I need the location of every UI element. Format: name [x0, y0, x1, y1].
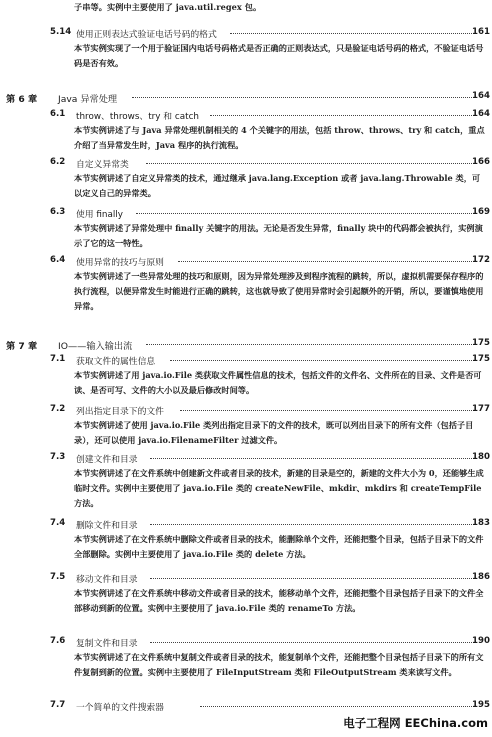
toc-entry[interactable] — [0, 205, 492, 221]
toc-entry[interactable] — [0, 107, 492, 123]
entry-description: 本节实例讲述了在文件系统中复制文件或者目录的技术，能复制单个文件，还能把整个目录包括子目录下的所有文件复制到新的位置。实例中主要使用了 FileInputStream 类和 FileOutputStream 类来读写文件。 — [74, 652, 484, 678]
entry-page: 164 — [472, 109, 490, 119]
toc-entry[interactable] — [0, 634, 492, 650]
entry-description: 本节实例实现了一个用于验证国内电话号码格式是否正确的正则表达式，只是验证电话号码的格式，不验证电话号码是否有效。 — [74, 43, 484, 69]
continuation-line: 子串等。实例中主要使用了 java.util.regex 包。 — [74, 2, 262, 12]
entry-page: 166 — [472, 157, 490, 167]
toc-entry[interactable] — [0, 253, 492, 269]
entry-description: 本节实例讲述了异常处理中 finally 关键字的用法。无论是否发生异常，finally 块中的代码都会被执行，实例演示了它的这一特性。 — [74, 223, 483, 249]
entry-number: 5.14 — [50, 27, 72, 37]
toc-entry[interactable] — [0, 402, 492, 418]
entry-number: 7.4 — [50, 518, 66, 528]
entry-number: 7.3 — [50, 452, 66, 462]
entry-description: 本节实例讲述了在文件系统中创建新文件或者目录的技术，新建的目录是空的，新建的文件大小为 0，还能够生成临时文件。实例中主要使用了 java.io.File 类的 createNewFile、mkdir、mkdirs 和 createTempFile 方法。 — [74, 468, 484, 509]
entry-title: 创建文件和目录 — [76, 455, 138, 465]
toc-entry[interactable] — [0, 698, 492, 714]
entry-description: 本节实例讲述了在文件系统中删除文件或者目录的技术，能删除单个文件，还能把整个目录，包括子目录下的文件全部删除。实例中主要使用了 java.io.File 类的 delete 方法。 — [74, 534, 484, 560]
entry-title: throw、throws、try 和 catch — [76, 112, 199, 122]
chapter-page: 175 — [472, 338, 490, 348]
entry-page: 183 — [472, 518, 490, 528]
dot-leader — [136, 213, 474, 214]
entry-page: 180 — [472, 452, 490, 462]
chapter-heading[interactable] — [0, 89, 492, 105]
entry-page: 190 — [472, 636, 490, 646]
chapter-label: 第 6 章 — [6, 94, 38, 105]
entry-description: 本节实例讲述了一些异常处理的技巧和原则，因为异常处理涉及到程序流程的跳转，所以，虚拟机需要保存程序的执行流程，以便异常发生时能进行正确的跳转，这也就导致了使用异常时会引起额外的开销，所以，要谨慎地使用异常。 — [74, 271, 484, 312]
entry-number: 6.2 — [50, 157, 66, 167]
entry-page: 172 — [472, 255, 490, 265]
dot-leader — [210, 115, 474, 116]
dot-leader — [150, 458, 474, 459]
entry-title: 使用 finally — [76, 210, 123, 220]
dot-leader — [150, 642, 474, 643]
entry-number: 7.7 — [50, 700, 66, 710]
toc-entry[interactable] — [0, 450, 492, 466]
entry-page: 161 — [472, 27, 490, 37]
entry-page: 195 — [472, 700, 490, 710]
toc-entry[interactable] — [0, 352, 492, 368]
chapter-page: 164 — [472, 91, 490, 101]
dot-leader — [200, 706, 474, 707]
entry-page: 175 — [472, 354, 490, 364]
entry-page: 186 — [472, 572, 490, 582]
entry-title: 删除文件和目录 — [76, 521, 138, 531]
dot-leader — [146, 344, 474, 345]
toc-entry[interactable] — [0, 25, 492, 41]
entry-number: 7.5 — [50, 572, 66, 582]
entry-title: 列出指定目录下的文件 — [76, 407, 164, 417]
dot-leader — [178, 261, 474, 262]
entry-number: 6.1 — [50, 109, 66, 119]
dot-leader — [150, 578, 474, 579]
entry-page: 177 — [472, 404, 490, 414]
dot-leader — [132, 97, 474, 98]
dot-leader — [170, 360, 474, 361]
entry-description: 本节实例讲述了在文件系统中移动文件或者目录的技术，能移动单个文件，还能把整个目录包括子目录下的文件全部移动到新的位置。实例中主要使用了 java.io.File 类的 renameTo 方法。 — [74, 588, 484, 614]
entry-description: 本节实例讲述了用 java.io.File 类获取文件属性信息的技术，包括文件的文件名、文件所在的目录、文件是否可读、是否可写、文件的大小以及最后修改时间等。 — [74, 370, 482, 396]
entry-description: 本节实例讲述了自定义异常类的技术，通过继承 java.lang.Exception 或者 java.lang.Throwable 类，可以定义自己的异常类。 — [74, 173, 481, 199]
dot-leader — [150, 524, 474, 525]
entry-title: 使用正则表达式验证电话号码的格式 — [76, 30, 217, 40]
entry-description: 本节实例讲述了与 Java 异常处理机制相关的 4 个关键字的用法，包括 throw、throws、try 和 catch，重点介绍了当异常发生时，Java 程序的执行流程。 — [74, 125, 485, 151]
toc-entry[interactable] — [0, 516, 492, 532]
dot-leader — [230, 33, 474, 34]
entry-title: 复制文件和目录 — [76, 639, 138, 649]
entry-page: 169 — [472, 207, 490, 217]
chapter-label: 第 7 章 — [6, 341, 38, 352]
toc-entry[interactable] — [0, 155, 492, 171]
dot-leader — [146, 163, 474, 164]
chapter-title: Java 异常处理 — [58, 94, 118, 105]
entry-title: 移动文件和目录 — [76, 575, 138, 585]
entry-number: 6.3 — [50, 207, 66, 217]
site-watermark: 电子工程网 EEChina.com — [343, 716, 488, 730]
entry-number: 7.2 — [50, 404, 66, 414]
entry-number: 6.4 — [50, 255, 66, 265]
entry-number: 7.1 — [50, 354, 66, 364]
chapter-title: IO——输入输出流 — [58, 341, 133, 352]
entry-description: 本节实例讲述了使用 java.io.File 类列出指定目录下的文件的技术，既可以列出目录下的所有文件（包括子目录），还可以使用 java.io.FilenameFilter 过滤文件。 — [74, 420, 474, 446]
entry-title: 自定义异常类 — [76, 160, 129, 170]
chapter-heading[interactable] — [0, 336, 492, 352]
dot-leader — [180, 410, 474, 411]
toc-entry[interactable] — [0, 570, 492, 586]
entry-title: 使用异常的技巧与原则 — [76, 258, 164, 268]
entry-number: 7.6 — [50, 636, 66, 646]
entry-title: 一个简单的文件搜索器 — [76, 703, 164, 713]
entry-title: 获取文件的属性信息 — [76, 357, 156, 367]
